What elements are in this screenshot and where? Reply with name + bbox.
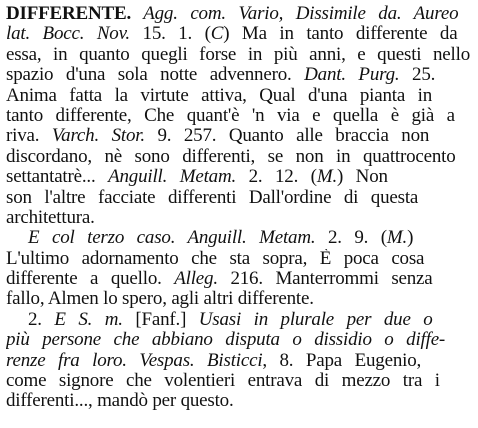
text: 2.	[28, 309, 55, 330]
entry-line	[6, 126, 470, 146]
text: 25.	[399, 65, 436, 86]
entry-line-text	[6, 65, 435, 85]
entry-line-text	[6, 188, 418, 208]
entry-line-text	[6, 269, 433, 289]
text: ) Ma in tanto differente da	[223, 24, 458, 45]
entry-line	[6, 228, 470, 248]
italic-text: E S. m.	[54, 309, 123, 330]
italic-text: Alleg.	[174, 269, 218, 290]
text: 15. 1. (	[129, 24, 211, 45]
text: 2. 12. (	[236, 167, 317, 188]
italic-text: E col terzo caso. Anguill. Metam.	[28, 228, 316, 249]
italic-text: Anguill. Metam.	[108, 167, 237, 188]
text: Anima fatta la virtute attiva, Qual d'una pianta in	[6, 85, 433, 106]
italic-text: M.	[386, 228, 408, 249]
entry-line	[6, 106, 470, 126]
entry-line	[6, 86, 470, 106]
entry-line-text	[6, 106, 455, 126]
entry-line	[6, 167, 470, 187]
italic-text: Dant. Purg.	[304, 65, 400, 86]
entry-line-text	[28, 310, 433, 330]
entry-line	[6, 24, 470, 44]
text: , 8. Papa Eugenio,	[262, 350, 422, 371]
text: [Fanf.]	[122, 309, 199, 330]
italic-text: lat. Bocc. Nov.	[6, 24, 130, 45]
text: differente a quello.	[6, 269, 175, 290]
entry-line-text	[6, 330, 445, 350]
text: riva.	[6, 126, 52, 147]
entry-line-text	[6, 86, 432, 106]
text: 9. 257. Quanto alle braccia non	[144, 126, 430, 147]
text: ) Non	[337, 167, 388, 188]
headword: DIFFERENTE.	[6, 4, 132, 24]
text: fallo, Almen lo spero, agli altri differente.	[6, 289, 314, 310]
entry-line-text	[6, 126, 429, 146]
text: discordano, nè sono differenti, se non in quattrocento	[6, 146, 456, 167]
entry-line	[6, 289, 470, 309]
entry-line-text	[6, 45, 470, 65]
entry-line	[6, 4, 470, 24]
entry-line	[6, 249, 470, 269]
entry-line-text	[6, 167, 388, 187]
text: come signore che volentieri entrava di mezzo tra i	[6, 371, 440, 392]
entry-line-text	[6, 289, 314, 309]
italic-text: Usasi in plurale per due o	[198, 309, 433, 330]
italic-text: Agg. com. Vario, Dissimile da. Aureo	[131, 4, 459, 24]
italic-text: M.	[316, 167, 337, 188]
text: tanto differente, Che quant'è 'n via e quella è già a	[6, 105, 455, 126]
text: differenti..., mandò per questo.	[6, 391, 234, 412]
entry-line	[6, 208, 470, 228]
entry-line-text	[6, 24, 457, 44]
text: architettura.	[6, 207, 95, 228]
entry-line-text	[6, 371, 440, 391]
entry-line-text	[6, 391, 234, 411]
entry-line-text	[6, 249, 424, 269]
italic-text: Varch. Stor.	[51, 126, 145, 147]
text: essa, in quanto quegli forse in più anni, e questi nello	[6, 44, 470, 65]
entry-line	[6, 391, 470, 411]
entry-line-text	[6, 351, 421, 371]
entry-line	[6, 45, 470, 65]
entry-line	[6, 351, 470, 371]
entry-line-text	[6, 208, 95, 228]
entry-line	[6, 330, 470, 350]
entry-line	[6, 269, 470, 289]
text: son l'altre facciate differenti Dall'ordine di questa	[6, 187, 419, 208]
italic-text: più persone che abbiano disputa o dissidio o diffe-	[6, 330, 446, 351]
text: 216. Manterrommi senza	[217, 269, 433, 290]
entry-line	[6, 65, 470, 85]
entry-line	[6, 371, 470, 391]
entry-line	[6, 310, 470, 330]
italic-text: C	[210, 24, 224, 45]
entry-line	[6, 188, 470, 208]
entry-line-text	[6, 4, 458, 24]
text: settantatrè...	[6, 167, 109, 188]
entry-line-text	[28, 228, 413, 248]
entry-line	[6, 147, 470, 167]
italic-text: renze fra loro. Vespas. Bisticci	[6, 350, 263, 371]
text: spazio d'una sola notte advennero.	[6, 65, 305, 86]
entry-line-text	[6, 147, 456, 167]
text: L'ultimo adornamento che sta sopra, È poca cosa	[6, 248, 425, 269]
text: 2. 9. (	[315, 228, 387, 249]
text: )	[407, 228, 414, 249]
